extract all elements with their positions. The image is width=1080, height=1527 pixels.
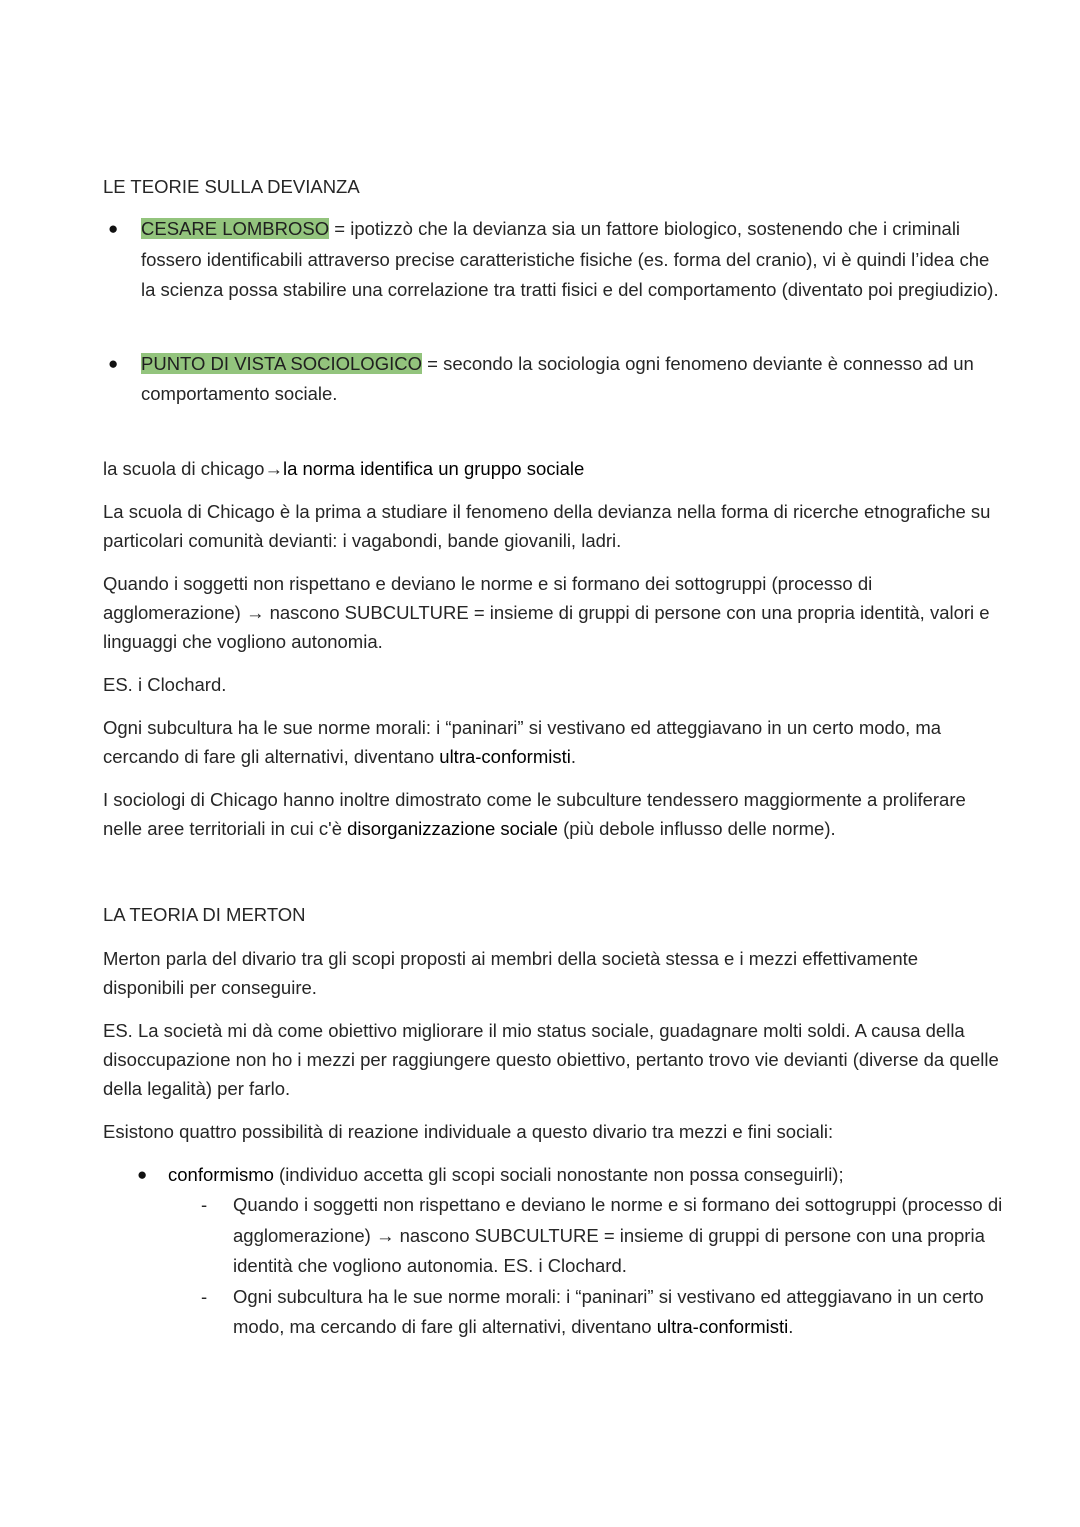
dash-icon: - xyxy=(201,1194,208,1215)
chicago-paragraph-5 xyxy=(103,785,1003,843)
chicago-paragraph-1: La scuola di Chicago è la prima a studiare il fenomeno della devianza nella forma di ricerche etnografiche su particolari comunità devianti: i vagabondi, bande giovanili, ladri. xyxy=(103,500,991,551)
chicago-paragraph-2: Quando i soggetti non rispettano e deviano le norme e si formano dei sottogruppi (processo di agglomerazione) → nascono SUBCULTURE = insieme di gruppi di persone con una propria identità, valori e linguaggi che vogliono autonomia. xyxy=(103,572,990,652)
conformismo-sublist xyxy=(103,1190,1003,1343)
merton-paragraph-3: Esistono quattro possibilità di reazione individuale a questo divario tra mezzi e fini sociali: xyxy=(103,1120,834,1142)
list-item-conformismo xyxy=(103,1160,1003,1191)
bullet-icon: ● xyxy=(137,1164,148,1184)
sub2-bold: ultra-conformisti xyxy=(656,1316,789,1337)
sub2-end: . xyxy=(788,1316,794,1337)
list-item-lombroso xyxy=(103,214,1003,306)
section-title-merton: LA TEORIA DI MERTON xyxy=(103,903,306,925)
sublist-item-paninari xyxy=(201,1282,1003,1343)
sub2-text: Ogni subcultura ha le sue norme morali: i “paninari” si vestivano ed atteggiavano in un certo modo, ma cercando di fare gli alternativi, diventano xyxy=(233,1285,984,1337)
bullet-icon: ● xyxy=(108,219,119,238)
sociologico-text: = secondo la sociologia ogni fenomeno deviante è connesso ad un comportamento sociale. xyxy=(141,352,974,404)
conformismo-label: conformismo xyxy=(168,1163,274,1185)
highlight-lombroso: CESARE LOMBROSO xyxy=(141,218,330,239)
merton-paragraph-2: ES. La società mi dà come obiettivo migliorare il mio status sociale, guadagnare molti soldi. A causa della disoccupazione non ho i mezzi per raggiungere questo obiettivo, pertanto trovo vie devianti (diverse da quelle della legalità) per farlo. xyxy=(103,1019,999,1099)
chicago-p5-end: (più debole influsso delle norme). xyxy=(557,817,836,839)
highlight-sociologico: PUNTO DI VISTA SOCIOLOGICO xyxy=(141,352,422,374)
section-title-devianza: LE TEORIE SULLA DEVIANZA xyxy=(103,176,360,197)
chicago-p4-bold: ultra-conformisti xyxy=(439,745,571,767)
bullet-icon: ● xyxy=(108,353,119,373)
sub1-text: Quando i soggetti non rispettano e deviano le norme e si formano dei sottogruppi (processo di agglomerazione) → nascono SUBCULTURE = insieme di gruppi di persone con una propria identità che vogliono autonomia. ES. i Clochard. xyxy=(233,1194,1003,1276)
sublist-item-subculture xyxy=(201,1190,1003,1282)
chicago-p5-bold: disorganizzazione sociale xyxy=(347,817,558,839)
merton-paragraph-1: Merton parla del divario tra gli scopi proposti ai membri della società stessa e i mezzi effettivamente disponibili per conseguire. xyxy=(103,947,919,998)
chicago-heading-prefix: la scuola di chicago→ xyxy=(103,457,283,479)
devianza-theories-list xyxy=(103,214,1003,410)
chicago-paragraph-3: ES. i Clochard. xyxy=(103,673,227,695)
chicago-heading-bold: la norma identifica un gruppo sociale xyxy=(282,457,585,479)
list-item-sociologico xyxy=(103,349,1003,410)
dash-icon: - xyxy=(201,1285,208,1307)
chicago-p4-end: . xyxy=(570,745,577,767)
chicago-p4-text: Ogni subcultura ha le sue norme morali: i “paninari” si vestivano ed atteggiavano in un certo modo, ma cercando di fare gli alternativi, diventano xyxy=(103,716,942,767)
conformismo-text: (individuo accetta gli scopi sociali nonostante non possa conseguirli); xyxy=(273,1163,844,1185)
chicago-paragraph-4 xyxy=(103,713,1003,771)
document-page xyxy=(103,172,1003,1343)
merton-reactions-list xyxy=(103,1160,1003,1191)
lombroso-text: = ipotizzò che la devianza sia un fattore biologico, sostenendo che i criminali fossero identificabili attraverso precise caratteristiche fisiche (es. forma del cranio), vi è quindi l’idea che la scienza possa stabilire una correlazione tra tratti fisici e del comportamento (diventato poi pregiudizio). xyxy=(141,218,999,300)
chicago-p5-text: I sociologi di Chicago hanno inoltre dimostrato come le subculture tendessero maggiormente a proliferare nelle aree territoriali in cui c'è xyxy=(103,788,966,839)
chicago-heading xyxy=(103,454,1003,483)
